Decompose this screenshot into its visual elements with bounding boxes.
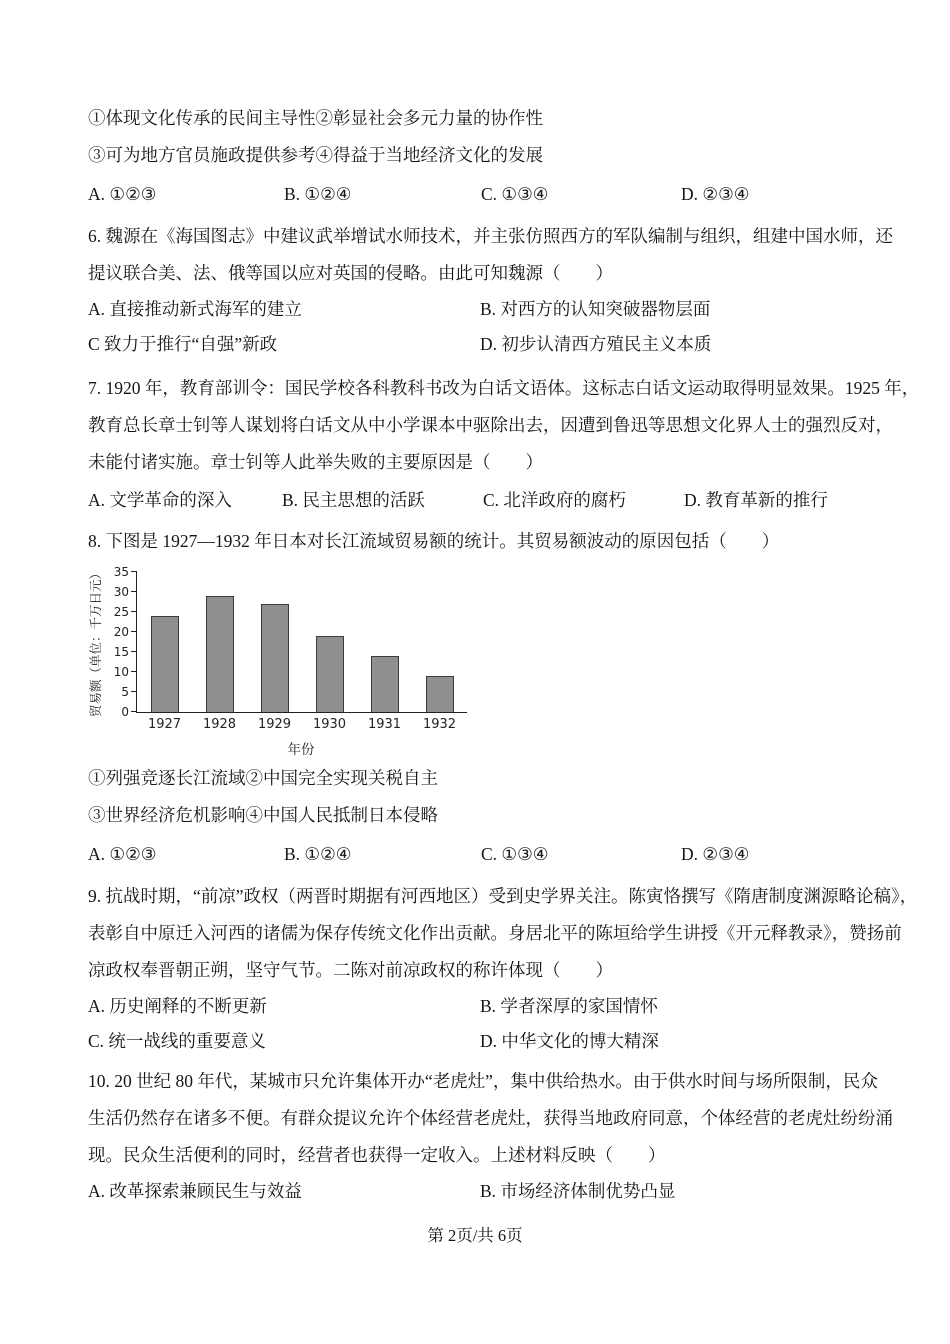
q5-options-row [88, 174, 878, 214]
q10-text-line-2: 生活仍然存在诸多不便。有群众提议允许个体经营老虎灶，获得当地政府同意，个体经营的老虎灶纷纷涌 [88, 1108, 893, 1128]
q10-options-row-1 [88, 1174, 878, 1209]
y-tick-label: 15 [113, 645, 129, 659]
x-tick-label: 1928 [202, 717, 237, 732]
y-tick-mark [131, 651, 137, 652]
q6-option-a: A. 直接推动新式海军的建立 [88, 299, 302, 319]
y-tick-label: 25 [113, 605, 129, 619]
q5-option-b: B. ①②④ [284, 184, 352, 204]
q8-option-d: D. ②③④ [681, 844, 750, 864]
y-tick-label: 35 [113, 565, 129, 579]
q6-option-b: B. 对西方的认知突破器物层面 [480, 299, 711, 319]
x-tick-label: 1929 [257, 717, 292, 732]
y-tick-mark [131, 671, 137, 672]
exam-content [88, 100, 920, 1209]
q5-statement-line-2: ③可为地方官员施政提供参考④得益于当地经济文化的发展 [88, 145, 543, 165]
bar-1931 [371, 656, 399, 712]
x-tick-label: 1932 [422, 717, 457, 732]
q6-text-line-1: 6. 魏源在《海国图志》中建议武举增试水师技术，并主张仿照西方的军队编制与组织，组建中国水师，还 [88, 226, 893, 246]
bar-1930 [316, 636, 344, 712]
q9-options-row-1 [88, 989, 878, 1024]
bar-1932 [426, 676, 454, 712]
q8-option-a: A. ①②③ [88, 844, 157, 864]
q9-text-line-1: 9. 抗战时期，“前凉”政权（两晋时期据有河西地区）受到史学界关注。陈寅恪撰写《隋唐制度渊源略论稿》， [88, 886, 918, 906]
y-tick-mark [131, 711, 137, 712]
q10-text-line-3: 现。民众生活便利的同时，经营者也获得一定收入。上述材料反映（ ） [88, 1145, 666, 1165]
y-tick-mark [131, 691, 137, 692]
q5-option-a: A. ①②③ [88, 184, 157, 204]
q8-text-line-1: 8. 下图是 1927—1932 年日本对长江流域贸易额的统计。其贸易额波动的原因包括（ ） [88, 531, 780, 551]
q7-text-line-1: 7. 1920 年，教育部训令：国民学校各科教科书改为白话文语体。这标志白话文运动取得明显效果。1925 年， [88, 378, 920, 398]
page-number: 第 2页/共 6页 [427, 1226, 523, 1245]
q7-options-row [88, 481, 878, 519]
y-tick-label: 10 [113, 665, 129, 679]
q10-option-b: B. 市场经济体制优势凸显 [480, 1181, 676, 1201]
chart-plot-area [113, 565, 467, 732]
y-tick-label: 20 [113, 625, 129, 639]
bar-1928 [206, 596, 234, 712]
q9-option-d: D. 中华文化的博大精深 [480, 1031, 659, 1051]
q8-options-row [88, 834, 878, 874]
q8-statement-line-1: ①列强竞逐长江流域②中国完全实现关税自主 [88, 768, 438, 788]
x-tick-label: 1931 [367, 717, 402, 732]
q5-option-d: D. ②③④ [681, 184, 750, 204]
q5-option-c: C. ①③④ [481, 184, 549, 204]
q5-statement-line-1: ①体现文化传承的民间主导性②彰显社会多元力量的协作性 [88, 108, 543, 128]
q6-option-d: D. 初步认清西方殖民主义本质 [480, 334, 712, 354]
q7-text-line-2: 教育总长章士钊等人谋划将白话文从中小学课本中驱除出去，因遭到鲁迅等思想文化界人士的强烈反对， [88, 415, 893, 435]
q6-options-row-1 [88, 292, 878, 327]
chart-x-axis-label: 年份 [287, 742, 315, 757]
q9-option-b: B. 学者深厚的家国情怀 [480, 996, 658, 1016]
x-tick-label: 1930 [312, 717, 347, 732]
q7-text-line-3: 未能付诸实施。章士钊等人此举失败的主要原因是（ ） [88, 452, 543, 472]
q9-option-c: C. 统一战线的重要意义 [88, 1031, 266, 1051]
q7-option-b: B. 民主思想的活跃 [282, 490, 425, 510]
q8-statement-line-2: ③世界经济危机影响④中国人民抵制日本侵略 [88, 805, 438, 825]
chart-y-axis-label: 贸易额（单位：千万日元） [89, 567, 103, 718]
y-tick-mark [131, 611, 137, 612]
y-tick-label: 30 [113, 585, 129, 599]
q6-option-c: C 致力于推行“自强”新政 [88, 334, 278, 354]
q8-option-c: C. ①③④ [481, 844, 549, 864]
x-tick-label: 1927 [147, 717, 182, 732]
q10-text-line-1: 10. 20 世纪 80 年代，某城市只允许集体开办“老虎灶”，集中供给热水。由于供水时间与场所限制，民众 [88, 1071, 878, 1091]
q9-options-row-2 [88, 1024, 878, 1059]
q7-option-c: C. 北洋政府的腐朽 [483, 490, 626, 510]
q9-option-a: A. 历史阐释的不断更新 [88, 996, 267, 1016]
trade-volume-bar-chart [88, 562, 508, 760]
q6-options-row-2 [88, 327, 878, 362]
y-tick-mark [131, 571, 137, 572]
q9-text-line-3: 凉政权奉晋朝正朔，坚守气节。二陈对前凉政权的称许体现（ ） [88, 960, 613, 980]
bar-1927 [151, 616, 179, 712]
q7-option-a: A. 文学革命的深入 [88, 490, 232, 510]
q8-option-b: B. ①②④ [284, 844, 352, 864]
y-tick-label: 0 [121, 705, 129, 719]
y-tick-label: 5 [121, 685, 129, 699]
q7-option-d: D. 教育革新的推行 [684, 490, 828, 510]
y-tick-mark [131, 631, 137, 632]
q10-option-a: A. 改革探索兼顾民生与效益 [88, 1181, 302, 1201]
bar-1929 [261, 604, 289, 712]
q9-text-line-2: 表彰自中原迁入河西的诸儒为保存传统文化作出贡献。身居北平的陈垣给学生讲授《开元释教录》，赞扬前 [88, 923, 902, 943]
y-tick-mark [131, 591, 137, 592]
q6-text-line-2: 提议联合美、法、俄等国以应对英国的侵略。由此可知魏源（ ） [88, 263, 613, 283]
